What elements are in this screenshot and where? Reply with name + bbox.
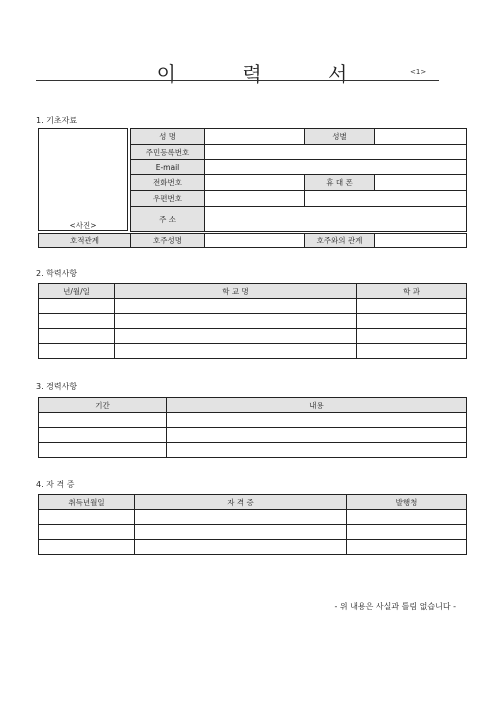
table-row: [39, 510, 467, 525]
career-table: [38, 397, 467, 458]
career-col-content: 내용: [167, 398, 467, 413]
basic-info-table: [130, 128, 467, 232]
table-row: [39, 540, 467, 555]
license-table: [38, 494, 467, 555]
gender-label: 성별: [305, 129, 375, 145]
mobile-label: 휴 대 폰: [305, 175, 375, 191]
table-row: [39, 329, 467, 344]
name-label: 성 명: [131, 129, 205, 145]
education-col-school: 학 교 명: [115, 284, 357, 299]
title-underline: [36, 80, 439, 81]
page-number: <1>: [410, 68, 427, 76]
phone-label: 전화번호: [131, 175, 205, 191]
photo-box: [38, 128, 128, 231]
family-relation-label: 호적관계: [39, 234, 131, 248]
career-col-period: 기간: [39, 398, 167, 413]
address-label: 주 소: [131, 207, 205, 232]
email-label: E-mail: [131, 160, 205, 175]
rrn-label: 주민등록번호: [131, 145, 205, 160]
section-title-basic: 1. 기초자료: [36, 116, 78, 125]
rrn-field[interactable]: [205, 145, 467, 160]
table-row: [39, 299, 467, 314]
table-row: [39, 525, 467, 540]
gender-field[interactable]: [375, 129, 467, 145]
zip-label: 우편번호: [131, 191, 205, 207]
head-relation-field[interactable]: [375, 234, 467, 248]
education-col-major: 학 과: [357, 284, 467, 299]
table-row: [39, 314, 467, 329]
section-title-career: 3. 경력사항: [36, 382, 78, 391]
zip-field[interactable]: [205, 191, 305, 207]
table-row: [39, 428, 467, 443]
table-row: [39, 443, 467, 458]
photo-label: <사진>: [69, 221, 97, 230]
confirmation-statement: - 위 내용은 사실과 틀림 없습니다 -: [334, 602, 456, 611]
mobile-field[interactable]: [375, 175, 467, 191]
zip-extra-field[interactable]: [305, 191, 467, 207]
email-field[interactable]: [205, 160, 467, 175]
head-name-label: 호주성명: [131, 234, 205, 248]
document-title: 이 력 서: [156, 62, 378, 86]
table-row: [39, 344, 467, 359]
address-field[interactable]: [205, 207, 467, 232]
section-title-license: 4. 자 격 증: [36, 480, 75, 489]
phone-field[interactable]: [205, 175, 305, 191]
education-col-date: 년/월/일: [39, 284, 115, 299]
education-table: [38, 283, 467, 359]
family-relation-table: [38, 233, 467, 248]
head-relation-label: 호주와의 관계: [305, 234, 375, 248]
license-col-name: 자 격 증: [135, 495, 347, 510]
license-col-date: 취득년월일: [39, 495, 135, 510]
name-field[interactable]: [205, 129, 305, 145]
section-title-education: 2. 학력사항: [36, 269, 78, 278]
head-name-field[interactable]: [205, 234, 305, 248]
table-row: [39, 413, 467, 428]
license-col-issuer: 발행청: [347, 495, 467, 510]
